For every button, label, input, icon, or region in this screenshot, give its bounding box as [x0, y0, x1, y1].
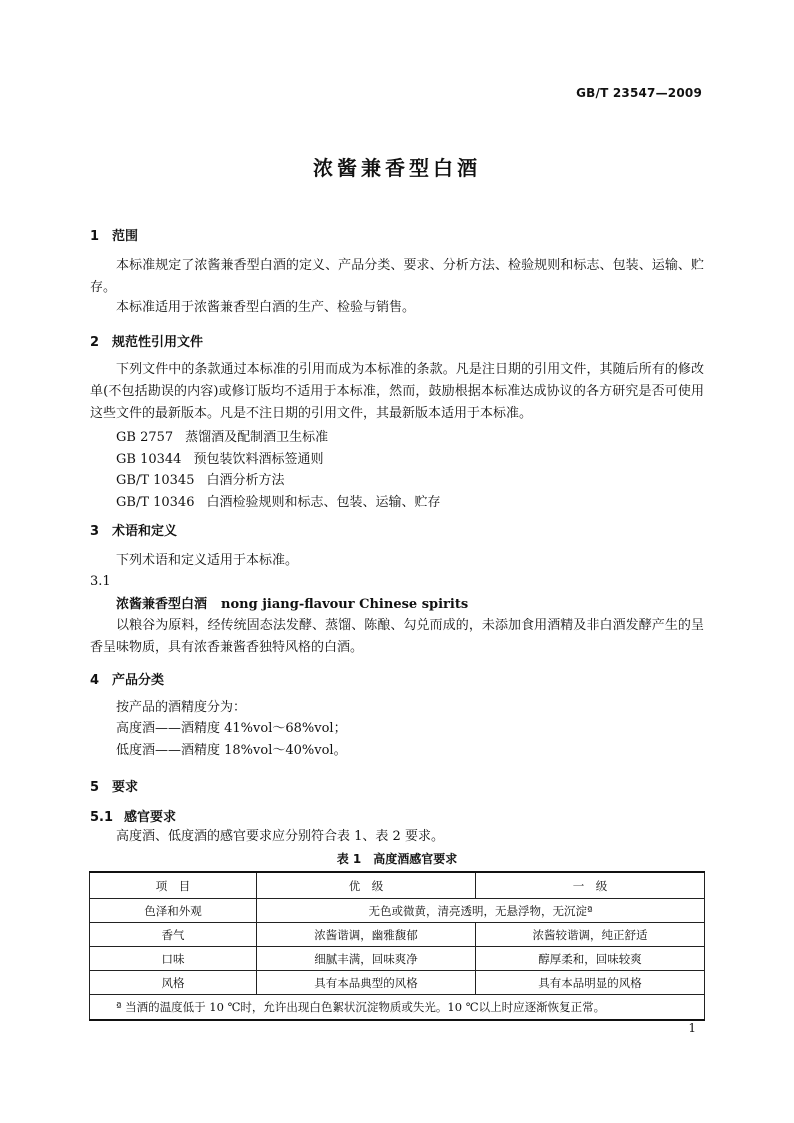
table-row — [90, 899, 705, 923]
subsection-number: 5.1 — [90, 810, 114, 825]
section-4-heading — [90, 669, 164, 688]
table-caption: 表 1 高度酒感官要求 — [336, 852, 458, 866]
section-number: 5 — [90, 780, 100, 795]
section-1-heading — [90, 225, 138, 244]
reference-title: 白酒检验规则和标志、包装、运输、贮存 — [206, 495, 441, 510]
section-number: 1 — [90, 229, 100, 244]
subclause-number: 3.1 — [90, 574, 111, 589]
page-number: 1 — [688, 1021, 696, 1035]
high-alcohol-class: 高度酒——酒精度 41%vol～68%vol； — [116, 721, 347, 736]
column-header-item: 项 目 — [90, 872, 257, 899]
reference-item — [116, 491, 441, 510]
standard-number: GB/T 23547—2009 — [576, 86, 702, 100]
first-grade-cell: 醇厚柔和，回味较爽 — [476, 947, 705, 971]
reference-title: 白酒分析方法 — [206, 473, 285, 488]
reference-code: GB/T 10345 — [116, 473, 195, 488]
row-item-label: 风格 — [90, 971, 257, 995]
section-title: 范围 — [112, 229, 139, 244]
table-footnote-row — [90, 995, 705, 1021]
reference-code: GB 2757 — [116, 430, 174, 445]
section-5-heading — [90, 776, 138, 795]
section-number: 2 — [90, 335, 100, 350]
table-footnote: ª 当酒的温度低于 10 ℃时，允许出现白色絮状沉淀物质或失光。10 ℃以上时应逐渐恢复正常。 — [90, 995, 705, 1021]
table-row — [90, 971, 705, 995]
term-entry — [116, 594, 468, 616]
section-title: 术语和定义 — [112, 524, 178, 539]
column-header-superior: 优 级 — [257, 872, 476, 899]
section-title: 要求 — [112, 780, 139, 795]
terms-intro-paragraph: 下列术语和定义适用于本标准。 — [116, 553, 299, 568]
document-title: 浓酱兼香型白酒 — [313, 156, 481, 180]
reference-title: 蒸馏酒及配制酒卫生标准 — [185, 430, 329, 445]
scope-paragraph-2: 本标准适用于浓酱兼香型白酒的生产、检验与销售。 — [116, 300, 416, 315]
merged-cell: 无色或微黄，清亮透明，无悬浮物，无沉淀ª — [257, 899, 705, 923]
table-row — [90, 947, 705, 971]
section-3-heading — [90, 520, 177, 539]
table-row — [90, 923, 705, 947]
section-number: 4 — [90, 673, 100, 688]
reference-item — [116, 469, 285, 488]
section-2-heading — [90, 331, 203, 350]
term-definition: 以粮谷为原料，经传统固态法发酵、蒸馏、陈酿、勾兑而成的，未添加食用酒精及非白酒发酵产生的呈香呈味物质，具有浓香兼酱香独特风格的白酒。 — [90, 618, 704, 655]
sensory-requirements-paragraph: 高度酒、低度酒的感官要求应分别符合表 1、表 2 要求。 — [116, 829, 444, 844]
table-header-row — [90, 872, 705, 899]
row-item-label: 口味 — [90, 947, 257, 971]
reference-code: GB/T 10346 — [116, 495, 195, 510]
subsection-5-1-heading — [90, 806, 176, 825]
low-alcohol-class: 低度酒——酒精度 18%vol～40%vol。 — [116, 743, 347, 758]
row-item-label: 香气 — [90, 923, 257, 947]
first-grade-cell: 浓酱较谐调，纯正舒适 — [476, 923, 705, 947]
section-number: 3 — [90, 524, 100, 539]
section-title: 产品分类 — [112, 673, 165, 688]
reference-code: GB 10344 — [116, 452, 182, 467]
classification-intro: 按产品的酒精度分为： — [116, 700, 247, 715]
first-grade-cell: 具有本品明显的风格 — [476, 971, 705, 995]
row-item-label: 色泽和外观 — [90, 899, 257, 923]
normative-references-paragraph: 下列文件中的条款通过本标准的引用而成为本标准的条款。凡是注日期的引用文件，其随后所有的修改单(不包括勘误的内容)或修订版均不适用于本标准，然而，鼓励根据本标准达成协议的各方研究是否可使用这些文件的最新版本。凡是不注日期的引用文件，其最新版本适用于本标准。 — [90, 362, 704, 421]
section-title: 规范性引用文件 — [112, 335, 204, 350]
reference-item — [116, 448, 323, 467]
term-chinese: 浓酱兼香型白酒 — [116, 597, 208, 612]
superior-cell: 浓酱谐调，幽雅馥郁 — [257, 923, 476, 947]
term-english: nong jiang-flavour Chinese spirits — [221, 597, 469, 612]
sensory-requirements-table — [89, 871, 705, 1021]
superior-cell: 细腻丰满，回味爽净 — [257, 947, 476, 971]
column-header-first-grade: 一 级 — [476, 872, 705, 899]
superior-cell: 具有本品典型的风格 — [257, 971, 476, 995]
scope-paragraph-1: 本标准规定了浓酱兼香型白酒的定义、产品分类、要求、分析方法、检验规则和标志、包装、运输、贮存。 — [90, 258, 704, 295]
reference-title: 预包装饮料酒标签通则 — [193, 452, 324, 467]
reference-item — [116, 426, 328, 445]
subsection-title: 感官要求 — [124, 810, 177, 825]
